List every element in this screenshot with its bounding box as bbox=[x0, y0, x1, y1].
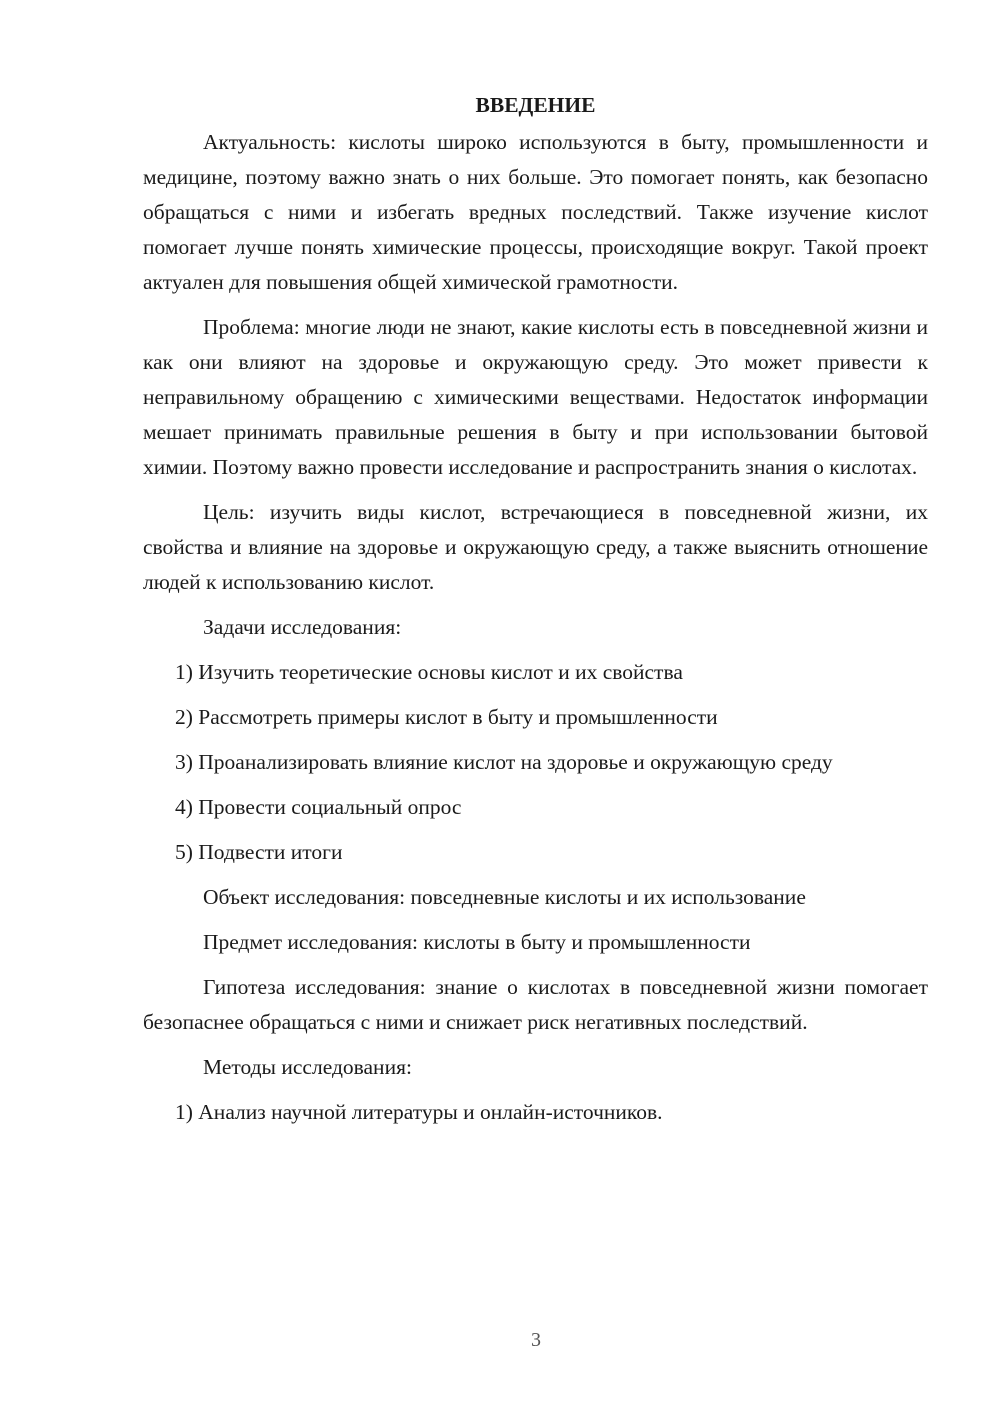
task-item: 5) Подвести итоги bbox=[175, 840, 343, 864]
methods-heading: Методы исследования: bbox=[203, 1055, 412, 1079]
task-item: 4) Провести социальный опрос bbox=[175, 795, 462, 819]
document-body bbox=[143, 88, 928, 1140]
section-title: ВВЕДЕНИЕ bbox=[475, 93, 596, 117]
tasks-heading: Задачи исследования: bbox=[203, 615, 402, 639]
task-item: 2) Рассмотреть примеры кислот в быту и промышленности bbox=[175, 705, 718, 729]
problem-paragraph: Проблема: многие люди не знают, какие кислоты есть в повседневной жизни и как они влияют на здоровье и окружающую среду. Это может привести к неправильному обращению с химическими веществами. Недостаток информации мешает принимать правильные решения в быту и при использовании бытовой химии. Поэтому важно провести исследование и распространить знания о кислотах. bbox=[143, 315, 928, 479]
page-number: 3 bbox=[531, 1329, 541, 1351]
relevance-paragraph: Актуальность: кислоты широко используются в быту, промышленности и медицине, поэтому важно знать о них больше. Это помогает понять, как безопасно обращаться с ними и избегать вредных последствий. Также изучение кислот помогает лучше понять химические процессы, происходящие вокруг. Такой проект актуален для повышения общей химической грамотности. bbox=[143, 130, 928, 294]
hypothesis-paragraph: Гипотеза исследования: знание о кислотах в повседневной жизни помогает безопаснее обращаться с ними и снижает риск негативных последствий. bbox=[143, 975, 928, 1034]
method-item: 1) Анализ научной литературы и онлайн-источников. bbox=[175, 1100, 663, 1124]
subject-paragraph: Предмет исследования: кислоты в быту и промышленности bbox=[203, 930, 751, 954]
task-item: 3) Проанализировать влияние кислот на здоровье и окружающую среду bbox=[175, 750, 833, 774]
object-paragraph: Объект исследования: повседневные кислоты и их использование bbox=[203, 885, 806, 909]
task-item: 1) Изучить теоретические основы кислот и их свойства bbox=[175, 660, 683, 684]
goal-paragraph: Цель: изучить виды кислот, встречающиеся в повседневной жизни, их свойства и влияние на здоровье и окружающую среду, а также выяснить отношение людей к использованию кислот. bbox=[143, 500, 928, 594]
